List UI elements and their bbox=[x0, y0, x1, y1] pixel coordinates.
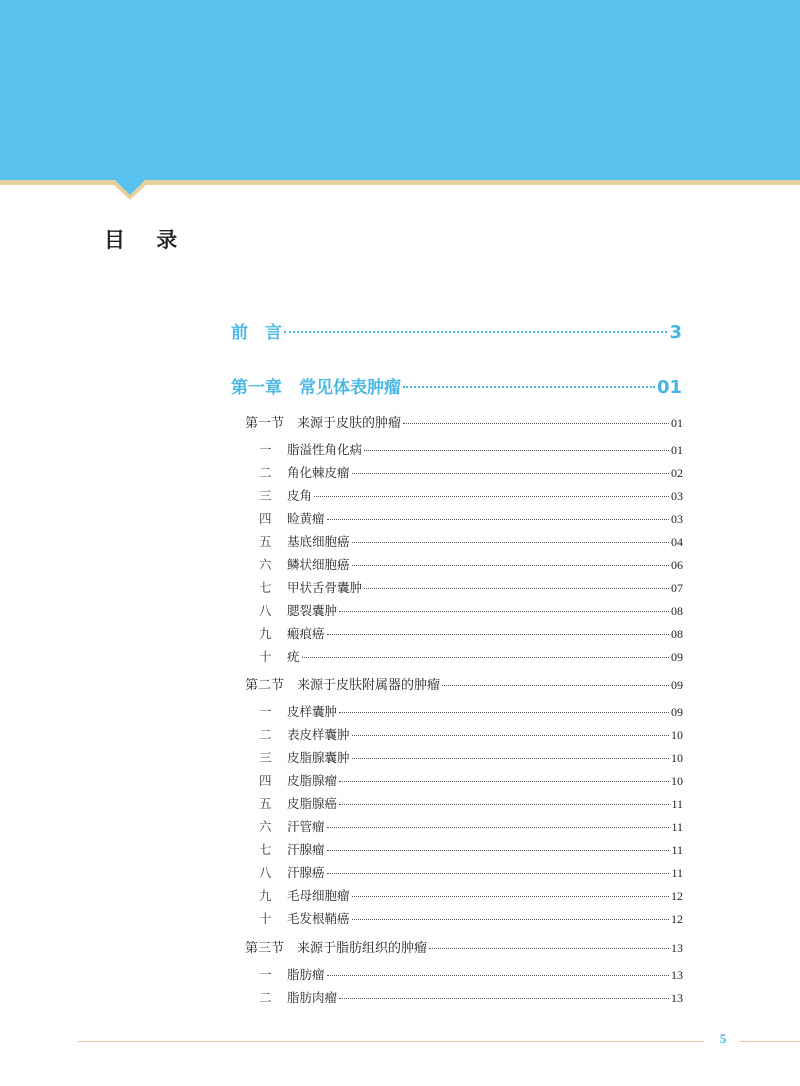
toc-item-label: 皮脂腺瘤 bbox=[287, 773, 338, 788]
dot-leader bbox=[442, 684, 669, 686]
toc-entry-label: 第一章 常见体表肿瘤 bbox=[231, 378, 401, 398]
toc-item-number: 九 bbox=[259, 626, 272, 641]
dot-leader bbox=[339, 711, 669, 713]
toc-item-page: 09 bbox=[671, 705, 683, 719]
toc-item[interactable] bbox=[259, 440, 683, 458]
toc-item-page: 12 bbox=[671, 912, 683, 926]
dot-leader bbox=[284, 330, 667, 333]
toc-item[interactable] bbox=[259, 647, 683, 665]
dot-leader bbox=[364, 587, 669, 589]
toc-item-label: 表皮样囊肿 bbox=[287, 727, 350, 742]
toc-item[interactable] bbox=[259, 578, 683, 596]
toc-item[interactable] bbox=[259, 702, 683, 720]
dot-leader bbox=[327, 518, 669, 520]
dot-leader bbox=[339, 780, 669, 782]
toc-item-page: 06 bbox=[671, 558, 683, 572]
page-title: 目 录 bbox=[104, 228, 190, 252]
toc-item-page: 08 bbox=[671, 604, 683, 618]
dot-leader bbox=[339, 997, 669, 999]
dot-leader bbox=[339, 610, 669, 612]
toc-item[interactable] bbox=[259, 909, 683, 927]
toc-item-label: 汗管瘤 bbox=[287, 819, 325, 834]
toc-item[interactable] bbox=[259, 725, 683, 743]
toc-entry-label: 第二节 来源于皮肤附属器的肿瘤 bbox=[245, 678, 441, 693]
page-number: 5 bbox=[719, 1031, 727, 1046]
toc-item-number: 四 bbox=[259, 511, 272, 526]
toc-item-page: 10 bbox=[671, 774, 683, 788]
toc-item-page: 10 bbox=[671, 728, 683, 742]
toc-item[interactable] bbox=[259, 601, 683, 619]
toc-item[interactable] bbox=[259, 794, 683, 812]
toc-item-page: 03 bbox=[671, 489, 683, 503]
dot-leader bbox=[314, 495, 669, 497]
dot-leader bbox=[327, 633, 669, 635]
dot-leader bbox=[327, 974, 669, 976]
header-banner bbox=[0, 0, 800, 210]
toc-item-label: 瘢痕癌 bbox=[287, 626, 325, 641]
toc-item-page: 09 bbox=[671, 650, 683, 664]
toc-item-label: 脂肪瘤 bbox=[287, 967, 325, 982]
toc-item[interactable] bbox=[259, 624, 683, 642]
toc-entry-page: 13 bbox=[671, 941, 683, 955]
toc-item-number: 七 bbox=[259, 842, 272, 857]
dot-leader bbox=[352, 734, 669, 736]
toc-entry-page: 09 bbox=[671, 678, 683, 692]
toc-item-number: 四 bbox=[259, 773, 272, 788]
toc-entry-section-2[interactable] bbox=[245, 674, 683, 693]
toc-item-number: 一 bbox=[259, 967, 272, 982]
dot-leader bbox=[403, 385, 655, 388]
toc-entry-section-1[interactable] bbox=[245, 412, 683, 431]
toc-item-page: 01 bbox=[671, 443, 683, 457]
toc-entry-label: 第三节 来源于脂肪组织的肿瘤 bbox=[245, 941, 428, 956]
toc-entry-label: 第一节 来源于皮肤的肿瘤 bbox=[245, 416, 402, 431]
toc-item-number: 二 bbox=[259, 727, 272, 742]
toc-item-page: 02 bbox=[671, 466, 683, 480]
toc-item-number: 六 bbox=[259, 557, 272, 572]
toc-item-page: 11 bbox=[671, 843, 683, 857]
toc-item-number: 十 bbox=[259, 911, 272, 926]
toc-item-label: 汗腺癌 bbox=[287, 865, 325, 880]
dot-leader bbox=[364, 449, 669, 451]
toc-entry-page: 3 bbox=[669, 322, 682, 343]
toc-item[interactable] bbox=[259, 509, 683, 527]
toc-item-label: 皮脂腺癌 bbox=[287, 796, 338, 811]
toc-item-label: 皮角 bbox=[287, 488, 313, 503]
toc-item-number: 五 bbox=[259, 796, 272, 811]
toc-entry-chapter-1[interactable] bbox=[231, 373, 682, 398]
toc-item-number: 二 bbox=[259, 465, 272, 480]
toc-item-number: 八 bbox=[259, 603, 272, 618]
toc-item-page: 11 bbox=[671, 797, 683, 811]
toc-item-page: 03 bbox=[671, 512, 683, 526]
toc-item-label: 睑黄瘤 bbox=[287, 511, 325, 526]
toc-item[interactable] bbox=[259, 748, 683, 766]
toc-item-label: 角化棘皮瘤 bbox=[287, 465, 350, 480]
toc-item[interactable] bbox=[259, 886, 683, 904]
toc-item-number: 七 bbox=[259, 580, 272, 595]
toc-item-label: 鳞状细胞癌 bbox=[287, 557, 350, 572]
dot-leader bbox=[352, 895, 669, 897]
toc-entry-section-3[interactable] bbox=[245, 937, 683, 956]
toc-item-label: 脂肪肉瘤 bbox=[287, 990, 338, 1005]
dot-leader bbox=[352, 472, 669, 474]
toc-item-label: 毛发根鞘癌 bbox=[287, 911, 350, 926]
toc-item-label: 皮样囊肿 bbox=[287, 704, 338, 719]
toc-item-page: 04 bbox=[671, 535, 683, 549]
toc-item-label: 甲状舌骨囊肿 bbox=[287, 580, 363, 595]
toc-item-page: 10 bbox=[671, 751, 683, 765]
dot-leader bbox=[327, 849, 670, 851]
toc-item-label: 毛母细胞瘤 bbox=[287, 888, 350, 903]
toc-item-number: 六 bbox=[259, 819, 272, 834]
banner-graphic bbox=[0, 0, 800, 210]
dot-leader bbox=[339, 803, 669, 805]
toc-item-number: 八 bbox=[259, 865, 272, 880]
dot-leader bbox=[403, 422, 669, 424]
dot-leader bbox=[302, 656, 669, 658]
toc-item-label: 疣 bbox=[287, 649, 300, 664]
dot-leader bbox=[327, 826, 670, 828]
toc-item-number: 一 bbox=[259, 704, 272, 719]
toc-item[interactable] bbox=[259, 486, 683, 504]
toc-item[interactable] bbox=[259, 771, 683, 789]
toc-item-number: 五 bbox=[259, 534, 272, 549]
dot-leader bbox=[429, 947, 669, 949]
toc-item[interactable] bbox=[259, 817, 683, 835]
footer-rule bbox=[78, 1041, 704, 1042]
toc-item-label: 皮脂腺囊肿 bbox=[287, 750, 350, 765]
dot-leader bbox=[352, 757, 669, 759]
toc-item-page: 12 bbox=[671, 889, 683, 903]
toc-entry-page: 01 bbox=[656, 377, 682, 398]
toc-item-page: 08 bbox=[671, 627, 683, 641]
toc-item[interactable] bbox=[259, 555, 683, 573]
toc-item-page: 07 bbox=[671, 581, 683, 595]
toc-item-label: 腮裂囊肿 bbox=[287, 603, 338, 618]
toc-item[interactable] bbox=[259, 463, 683, 481]
dot-leader bbox=[352, 918, 669, 920]
dot-leader bbox=[352, 541, 669, 543]
toc-item-label: 脂溢性角化病 bbox=[287, 442, 363, 457]
toc-item[interactable] bbox=[259, 532, 683, 550]
toc-entry-preface[interactable] bbox=[231, 318, 682, 343]
toc-item-page: 11 bbox=[671, 866, 683, 880]
toc-item-number: 一 bbox=[259, 442, 272, 457]
toc-item-label: 汗腺瘤 bbox=[287, 842, 325, 857]
toc-item[interactable] bbox=[259, 965, 683, 983]
toc-entry-page: 01 bbox=[671, 416, 683, 430]
toc-item-page: 13 bbox=[671, 968, 683, 982]
toc-entry-label: 前 言 bbox=[231, 323, 282, 343]
toc-item-number: 十 bbox=[259, 649, 272, 664]
footer-rule-right bbox=[740, 1041, 800, 1042]
toc-item-number: 三 bbox=[259, 750, 272, 765]
toc-item-label: 基底细胞癌 bbox=[287, 534, 350, 549]
toc-item-number: 二 bbox=[259, 990, 272, 1005]
dot-leader bbox=[327, 872, 670, 874]
toc-item-number: 九 bbox=[259, 888, 272, 903]
toc-item-page: 13 bbox=[671, 991, 683, 1005]
toc-item-page: 11 bbox=[671, 820, 683, 834]
dot-leader bbox=[352, 564, 669, 566]
toc-item-number: 三 bbox=[259, 488, 272, 503]
toc-item[interactable] bbox=[259, 840, 683, 858]
toc-item[interactable] bbox=[259, 988, 683, 1006]
toc-item[interactable] bbox=[259, 863, 683, 881]
